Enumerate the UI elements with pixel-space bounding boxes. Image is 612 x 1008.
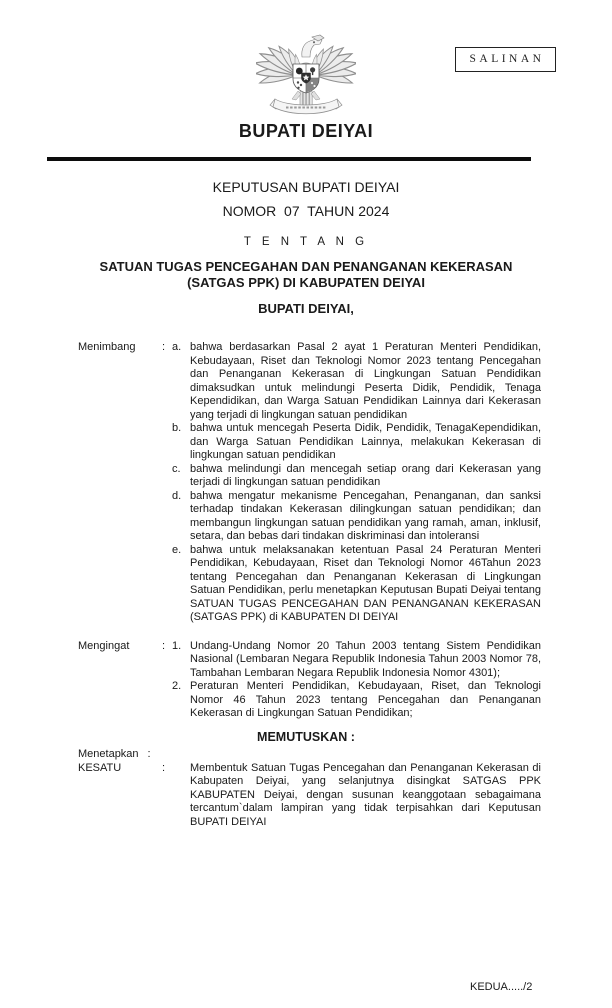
item-text: Peraturan Menteri Pendidikan, Kebudayaan, Riset, dan Teknologi Nomor 46 Tahun 2023 tentang Pencegahan dan Penanganan Kekerasan di Lingkungan Satuan Pendidikan; bbox=[190, 680, 541, 719]
item-marker: 1. bbox=[172, 639, 182, 652]
menetapkan-label: Menetapkan bbox=[78, 748, 139, 760]
kesatu-text: Membentuk Satuan Tugas Pencegahan dan Penanganan Kekerasan di Kabupaten Deiyai, yang selanjutnya disingkat SATGAS PPK KABUPATEN Deiyai, dengan susunan keanggotaan sebagaimana tercantum`dalam lampiran yang tidak terpisahkan dari Keputusan BUPATI DEIYAI bbox=[190, 761, 541, 828]
garuda-pancasila-icon bbox=[256, 31, 356, 119]
mengingat-item-2 bbox=[172, 680, 541, 721]
tentang-label: T E N T A N G bbox=[243, 236, 369, 248]
menetapkan-colon: : bbox=[147, 748, 151, 760]
item-text: bahwa melindungi dan mencegah setiap orang dari Kekerasan yang terjadi di lingkungan satuan pendidikan bbox=[190, 462, 541, 488]
item-text: bahwa berdasarkan Pasal 2 ayat 1 Peraturan Menteri Pendidikan, Kebudayaan, Riset dan Teknologi Nomor 2023 tentang Pencegahan dan Penanganan Kekerasan di Lingkungan Satuan Pendidikan dimaksudkan untuk melindungi Peserta Didik, Pendidik, Tenaga Kependidikan, dan Warga Satuan Pendidikan Lainnya dari Kekerasan yang terjadi di lingkungan satuan pendidikan bbox=[190, 341, 541, 421]
item-marker: e. bbox=[172, 543, 182, 556]
salinan-stamp-label: SALINAN bbox=[469, 52, 545, 65]
mengingat-side bbox=[78, 640, 172, 654]
item-text: bahwa mengatur mekanisme Pencegahan, Penanganan, dan sanksi terhadap tindakan Kekerasan dilingkungan satuan pendidikan; dan membangun lingkungan satuan pendidikan yang ramah, aman, inklusif, setara, dan bebas dari tindakan diskriminasi dan intoleransi bbox=[190, 489, 541, 542]
kesatu-section bbox=[0, 762, 612, 830]
mengingat-colon: : bbox=[162, 639, 166, 652]
decree-subject-line-2: (SATGAS PPK) DI KABUPATEN DEIYAI bbox=[187, 275, 425, 290]
letterhead-office-title: BUPATI DEIYAI bbox=[238, 121, 374, 141]
mengingat-section bbox=[0, 640, 612, 721]
kesatu-label: KESATU bbox=[78, 761, 122, 774]
salinan-stamp bbox=[455, 47, 556, 72]
kesatu-item bbox=[172, 762, 541, 830]
decree-body bbox=[0, 341, 612, 829]
kesatu-colon: : bbox=[162, 761, 166, 774]
page-continuation-note: KEDUA...../2 bbox=[470, 981, 533, 993]
decree-subject-line-1: SATUAN TUGAS PENCEGAHAN DAN PENANGANAN KEKERASAN bbox=[99, 259, 513, 274]
memutuskan-heading: MEMUTUSKAN : bbox=[257, 729, 355, 744]
menimbang-section bbox=[0, 341, 612, 625]
menimbang-item-b bbox=[172, 422, 541, 463]
item-marker: 2. bbox=[172, 680, 182, 692]
item-text: Undang-Undang Nomor 20 Tahun 2003 tentang Sistem Pendidikan Nasional (Lembaran Negara Republik Indonesia Tahun 2003 Nomor 78, Tambahan Lembaran Negara Republik Indonesia Nomor 4301); bbox=[190, 639, 541, 679]
menimbang-colon: : bbox=[162, 341, 166, 353]
menimbang-label: Menimbang bbox=[78, 341, 136, 353]
letterhead-divider-rule bbox=[47, 157, 531, 161]
issuer-title: BUPATI DEIYAI, bbox=[258, 301, 354, 316]
decree-title-line: KEPUTUSAN BUPATI DEIYAI bbox=[212, 179, 400, 195]
menetapkan-side bbox=[78, 748, 172, 762]
item-marker: b. bbox=[172, 422, 182, 434]
item-marker: d. bbox=[172, 489, 182, 502]
item-text: bahwa untuk melaksanakan ketentuan Pasal 24 Peraturan Menteri Pendidikan, Kebudayaan, Riset dan Teknologi Nomor 46Tahun 2023 tentang Pencegahan dan Penanganan Kekerasan di Lingkungan Satuan Pendidikan, perlu menetapkan Keputusan Bupati Deiyai tentang SATUAN TUGAS PENCEGAHAN DAN PENANGANAN KEKERASAN (SATGAS PPK) di KABUPATEN DI DEIYAI bbox=[190, 543, 541, 623]
item-marker: c. bbox=[172, 462, 181, 475]
menetapkan-row bbox=[0, 748, 612, 762]
item-text: bahwa untuk mencegah Peserta Didik, Pendidik, TenagaKependidikan, dan Warga Satuan Pendidikan Lainnya, melakukan Kekerasan di lingkungan satuan pendidikan bbox=[190, 422, 541, 461]
menimbang-item-c bbox=[172, 463, 541, 490]
menimbang-item-a bbox=[172, 341, 541, 422]
menimbang-item-e bbox=[172, 544, 541, 625]
item-marker: a. bbox=[172, 341, 182, 353]
mengingat-label: Mengingat bbox=[78, 639, 130, 652]
kesatu-side bbox=[78, 762, 172, 776]
menimbang-side bbox=[78, 341, 172, 355]
mengingat-item-1 bbox=[172, 640, 541, 681]
menimbang-item-d bbox=[172, 490, 541, 544]
decree-number-line: NOMOR 07 TAHUN 2024 bbox=[222, 203, 390, 219]
